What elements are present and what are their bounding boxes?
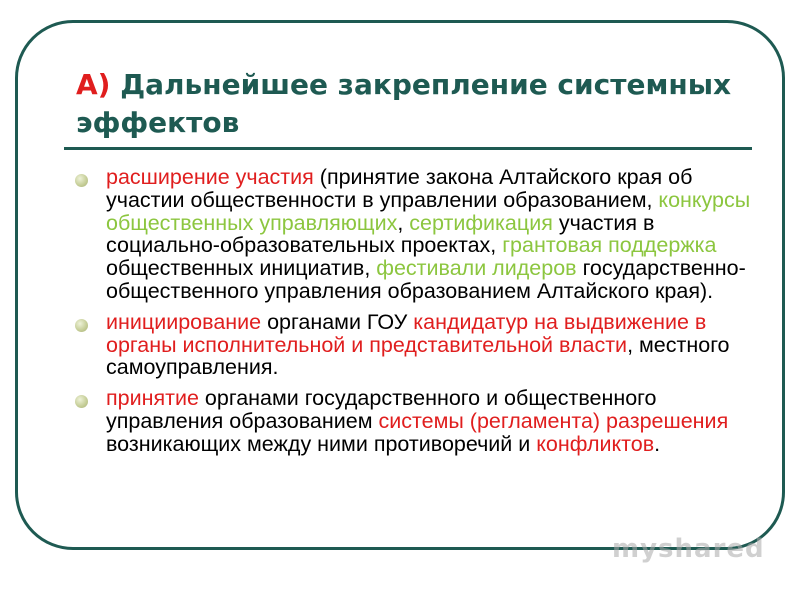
bullet-icon — [75, 395, 88, 408]
bullet-segment: кандидатур на выдвижение в органы исполнительной и представительной власти — [106, 309, 707, 357]
bullet-segment: участия в социально-образовательных проектах, — [106, 210, 655, 258]
bullet-segment: расширение участия — [106, 165, 314, 189]
bullet-segment: принятие — [106, 386, 199, 411]
bullet-text — [106, 310, 730, 380]
bullet-item — [64, 166, 770, 303]
bullet-text — [106, 165, 750, 303]
bullet-segment: фестивали лидеров — [376, 256, 577, 281]
bullet-list — [64, 166, 770, 464]
title-text: Дальнейшее закрепление системных эффектов — [76, 68, 732, 139]
bullet-segment: государственно-общественного управления образованием Алтайского края). — [106, 256, 746, 303]
bullet-segment: конфликтов — [536, 431, 655, 456]
bullet-item — [64, 311, 770, 379]
bullet-icon — [75, 319, 88, 332]
slide-title — [76, 66, 756, 142]
bullet-segment: . — [654, 431, 661, 456]
bullet-segment: системы (регламента) разрешения — [378, 408, 729, 433]
bullet-segment: органами ГОУ — [261, 309, 414, 334]
bullet-segment: инициирование — [106, 309, 262, 334]
bullet-item — [64, 387, 770, 455]
bullet-segment: , — [397, 210, 410, 235]
bullet-segment: конкурсы общественных управляющих — [106, 187, 751, 235]
bullet-segment: органами государственного и общественного управления образованием — [106, 386, 657, 433]
bullet-segment: возникающих между ними противоречий и — [106, 431, 537, 456]
bullet-segment: общественных инициатив, — [106, 256, 377, 281]
title-divider — [64, 147, 752, 150]
bullet-segment: (принятие закона Алтайского края об участии общественности в управлении образованием, — [106, 165, 693, 212]
bullet-segment: , местного самоуправления. — [106, 332, 730, 380]
bullet-segment: грантовая поддержка — [502, 233, 717, 258]
bullet-segment: сертификация — [409, 210, 553, 235]
title-prefix: А) — [76, 68, 111, 101]
bullet-text — [106, 386, 728, 456]
bullet-icon — [75, 174, 88, 187]
watermark-logo: myshared — [612, 534, 765, 564]
